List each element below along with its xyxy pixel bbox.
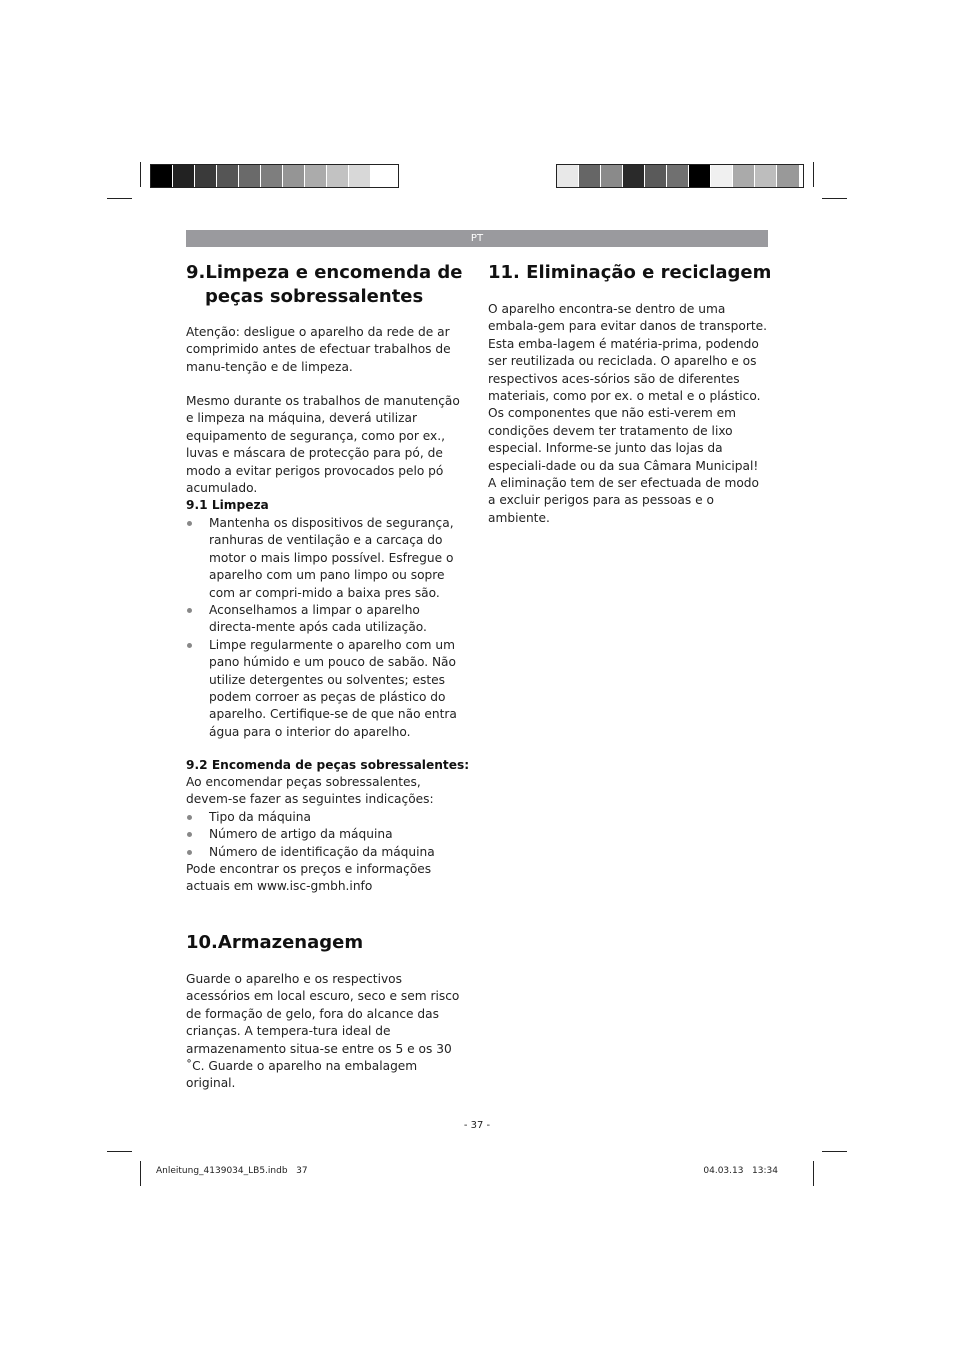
color-swatch <box>195 165 217 187</box>
section-heading-storage <box>186 931 476 955</box>
list-item: Tipo da máquina <box>186 809 466 826</box>
section-number: 11. <box>488 262 520 283</box>
color-swatch <box>777 165 799 187</box>
crop-mark <box>140 162 141 187</box>
color-swatch <box>755 165 777 187</box>
list-item: Limpe regularmente o aparelho com um pano húmido e um pouco de sabão. Não utilize detergentes ou solventes; estes podem corroer as peças de plástico do aparelho. Certifique-se de que não entra água para o interior do aparelho. <box>186 637 466 741</box>
section-number: 9. <box>186 262 206 283</box>
color-swatch <box>711 165 733 187</box>
section-heading-disposal <box>488 261 778 285</box>
language-header-bar <box>186 230 768 247</box>
crop-mark <box>140 1161 141 1186</box>
list-item: Aconselhamos a limpar o aparelho directa-mente após cada utilização. <box>186 602 466 637</box>
subsection-title-spare-parts: 9.2 Encomenda de peças sobressalentes: <box>186 758 470 772</box>
color-swatch <box>667 165 689 187</box>
color-calibration-bar-left <box>150 164 399 188</box>
language-tag: PT <box>470 233 484 244</box>
crop-mark <box>813 1161 814 1186</box>
color-swatch <box>371 165 393 187</box>
color-swatch <box>151 165 173 187</box>
color-swatch <box>239 165 261 187</box>
spare-parts-list <box>186 809 466 861</box>
cleaning-safety-paragraph: Mesmo durante os trabalhos de manutenção e limpeza na máquina, deverá utilizar equipamento de segurança, como por ex., luvas e máscara de protecção para pó, de modo a evitar perigos provocados pelo pó acumulado. <box>186 394 460 496</box>
cleaning-instructions-list <box>186 515 466 741</box>
color-swatch <box>327 165 349 187</box>
section-number: 10. <box>186 932 218 953</box>
color-swatch <box>173 165 195 187</box>
crop-mark <box>813 162 814 187</box>
crop-mark <box>107 1151 132 1152</box>
subsection-title-cleaning: 9.1 Limpeza <box>186 498 269 512</box>
color-swatch <box>733 165 755 187</box>
page-number: - 37 - <box>463 1120 491 1131</box>
color-swatch <box>349 165 371 187</box>
color-swatch <box>217 165 239 187</box>
color-swatch <box>305 165 327 187</box>
crop-mark <box>822 198 847 199</box>
section-heading-cleaning <box>186 261 476 309</box>
color-swatch <box>645 165 667 187</box>
section-title: Eliminação e reciclagem <box>526 262 772 283</box>
disposal-paragraph: O aparelho encontra-se dentro de uma embala-gem para evitar danos de transporte. Esta emba-lagem é matéria-prima, podendo ser reutilizada ou reciclada. O aparelho e os respectivos aces-sórios são de diferentes materiais, como por ex. o metal e o plástico. Os componentes que não esti-verem em condições devem ter tratamento de lixo especial. Informe-se junto das lojas da especiali-dade ou da sua Câmara Municipal! A eliminação tem de ser efectuada de modo a excluir perigos para as pessoas e o ambiente. <box>488 302 767 525</box>
color-swatch <box>579 165 601 187</box>
spare-parts-intro: Ao encomendar peças sobressalentes, devem-se fazer as seguintes indicações: <box>186 775 434 807</box>
list-item: Mantenha os dispositivos de segurança, ranhuras de ventilação e a carcaça do motor o mais limpo possível. Esfregue o aparelho com um pano limpo ou sopre com ar compri-mido a baixa pres são. <box>186 515 466 602</box>
crop-mark <box>107 198 132 199</box>
print-date-time: 04.03.13 13:34 <box>703 1166 778 1176</box>
color-swatch <box>261 165 283 187</box>
section-title: Armazenagem <box>217 932 364 953</box>
crop-mark <box>822 1151 847 1152</box>
color-swatch <box>689 165 711 187</box>
color-swatch <box>557 165 579 187</box>
section-title-line1: Limpeza e encomenda de <box>205 262 463 283</box>
list-item: Número de artigo da máquina <box>186 826 466 843</box>
color-swatch <box>283 165 305 187</box>
list-item: Número de identificação da máquina <box>186 844 466 861</box>
section-title-line2: peças sobressalentes <box>205 286 424 307</box>
file-info: Anleitung_4139034_LB5.indb 37 <box>156 1166 308 1176</box>
spare-parts-outro: Pode encontrar os preços e informações actuais em www.isc-gmbh.info <box>186 862 432 894</box>
color-swatch <box>601 165 623 187</box>
cleaning-warning-paragraph: Atenção: desligue o aparelho da rede de ar comprimido antes de efectuar trabalhos de manu-tenção e de limpeza. <box>186 325 451 374</box>
storage-paragraph: Guarde o aparelho e os respectivos acessórios em local escuro, seco e sem risco de formação de gelo, fora do alcance das crianças. A tempera-tura ideal de armazenamento situa-se entre os 5 e os 30 ˚C. Guarde o aparelho na embalagem original. <box>186 972 460 1091</box>
color-calibration-bar-right <box>556 164 804 188</box>
color-swatch <box>623 165 645 187</box>
